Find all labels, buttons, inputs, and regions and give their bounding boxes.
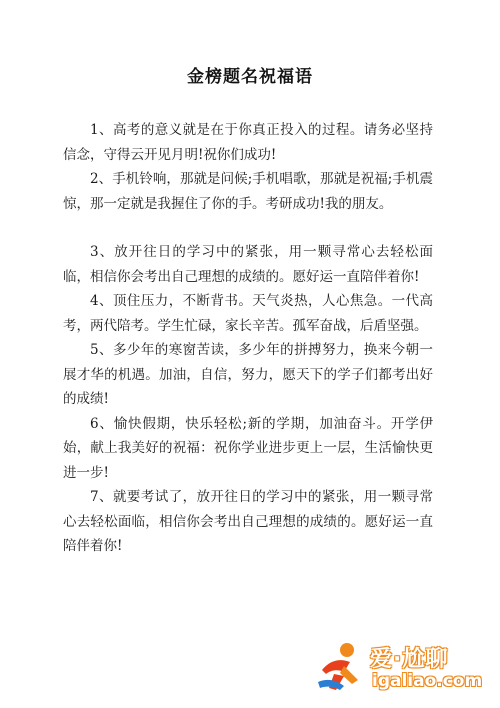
paragraph-spacer — [63, 216, 433, 240]
document-body — [63, 118, 433, 559]
watermark-site-name: 爱·尬聊 — [370, 647, 449, 672]
site-watermark — [314, 638, 486, 696]
paragraph-2: 2、手机铃响，那就是问候;手机唱歌，那就是祝福;手机震惊，那一定就是我握住了你的手。考研成功!我的朋友。 — [63, 171, 433, 212]
paragraph-5: 5、多少年的寒窗苦读，多少年的拼搏努力，换来今朝一展才华的机遇。加油，自信，努力，愿天下的学子们都考出好的成绩! — [63, 342, 433, 407]
running-figure-logo-icon — [314, 640, 366, 694]
paragraph-3: 3、放开往日的学习中的紧张，用一颗寻常心去轻松面临，相信你会考出自己理想的成绩的。愿好运一直陪伴着你! — [63, 244, 433, 285]
paragraph-4: 4、顶住压力，不断背书。天气炎热，人心焦急。一代高考，两代陪考。学生忙碌，家长辛苦。孤军奋战，后盾坚强。 — [63, 293, 433, 334]
paragraph-6: 6、愉快假期，快乐轻松;新的学期，加油奋斗。开学伊始，献上我美好的祝福：祝你学业进步更上一层，生活愉快更进一步! — [63, 415, 433, 481]
paragraph-7: 7、就要考试了，放开往日的学习中的紧张，用一颗寻常心去轻松面临，相信你会考出自己理想的成绩的。愿好运一直陪伴着你! — [63, 489, 433, 554]
document-title: 金榜题名祝福语 — [187, 67, 313, 87]
paragraph-1: 1、高考的意义就是在于你真正投入的过程。请务必坚持信念，守得云开见月明!祝你们成功! — [63, 122, 433, 163]
watermark-site-url: igaliao.com — [372, 671, 483, 691]
